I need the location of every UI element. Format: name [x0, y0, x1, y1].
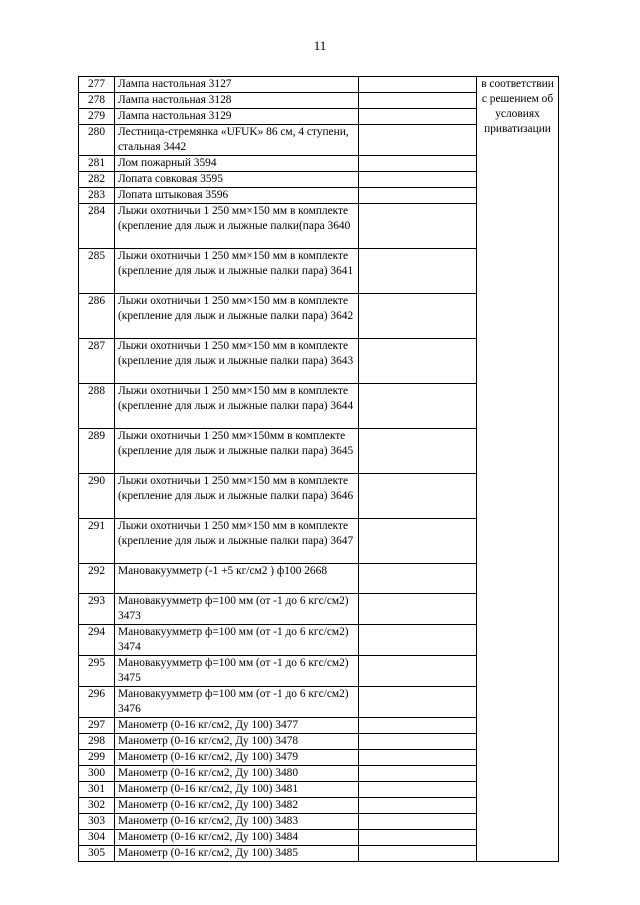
item-name: Мановакуумметр ф=100 мм (от -1 до 6 кгс/см2) 3475 — [115, 656, 359, 687]
item-name: Манометр (0-16 кг/см2, Ду 100) 3485 — [115, 846, 359, 862]
item-name: Лыжи охотничьи 1 250 мм×150 мм в комплекте (крепление для лыж и лыжные палки пара) 3642 — [115, 294, 359, 339]
row-number: 284 — [79, 204, 115, 249]
item-name: Лыжи охотничьи 1 250 мм×150 мм в комплекте (крепление для лыж и лыжные палки пара) 3646 — [115, 474, 359, 519]
empty-cell — [359, 339, 477, 384]
row-number: 295 — [79, 656, 115, 687]
item-name: Лампа настольная 3127 — [115, 77, 359, 93]
empty-cell — [359, 172, 477, 188]
empty-cell — [359, 656, 477, 687]
empty-cell — [359, 429, 477, 474]
item-name: Манометр (0-16 кг/см2, Ду 100) 3482 — [115, 798, 359, 814]
item-name: Лампа настольная 3128 — [115, 93, 359, 109]
empty-cell — [359, 798, 477, 814]
item-name: Лыжи охотничьи 1 250 мм×150 мм в комплекте (крепление для лыж и лыжные палки пара) 3644 — [115, 384, 359, 429]
empty-cell — [359, 156, 477, 172]
empty-cell — [359, 249, 477, 294]
empty-cell — [359, 204, 477, 249]
item-name: Лыжи охотничьи 1 250 мм×150мм в комплекте (крепление для лыж и лыжные палки пара) 3645 — [115, 429, 359, 474]
empty-cell — [359, 830, 477, 846]
row-number: 305 — [79, 846, 115, 862]
item-name: Лыжи охотничьи 1 250 мм×150 мм в комплекте (крепление для лыж и лыжные палки пара) 3643 — [115, 339, 359, 384]
item-name: Манометр (0-16 кг/см2, Ду 100) 3481 — [115, 782, 359, 798]
row-number: 287 — [79, 339, 115, 384]
row-number: 282 — [79, 172, 115, 188]
row-number: 296 — [79, 687, 115, 718]
row-number: 286 — [79, 294, 115, 339]
empty-cell — [359, 846, 477, 862]
empty-cell — [359, 77, 477, 93]
empty-cell — [359, 125, 477, 156]
row-number: 303 — [79, 814, 115, 830]
row-number: 294 — [79, 625, 115, 656]
row-number: 278 — [79, 93, 115, 109]
row-number: 277 — [79, 77, 115, 93]
item-name: Лопата совковая 3595 — [115, 172, 359, 188]
row-number: 279 — [79, 109, 115, 125]
item-name: Лыжи охотничьи 1 250 мм×150 мм в комплекте (крепление для лыж и лыжные палки(пара 3640 — [115, 204, 359, 249]
item-name: Манометр (0-16 кг/см2, Ду 100) 3484 — [115, 830, 359, 846]
row-number: 293 — [79, 594, 115, 625]
empty-cell — [359, 782, 477, 798]
row-number: 288 — [79, 384, 115, 429]
empty-cell — [359, 294, 477, 339]
empty-cell — [359, 687, 477, 718]
empty-cell — [359, 625, 477, 656]
privatization-decision-cell: в соответствии с решением об условиях приватизации — [477, 77, 559, 862]
row-number: 302 — [79, 798, 115, 814]
page-number: 11 — [313, 38, 327, 53]
empty-cell — [359, 109, 477, 125]
item-name: Манометр (0-16 кг/см2, Ду 100) 3479 — [115, 750, 359, 766]
item-name: Лампа настольная 3129 — [115, 109, 359, 125]
empty-cell — [359, 384, 477, 429]
row-number: 285 — [79, 249, 115, 294]
item-name: Мановакуумметр ф=100 мм (от -1 до 6 кгс/см2) 3474 — [115, 625, 359, 656]
empty-cell — [359, 93, 477, 109]
row-number: 291 — [79, 519, 115, 564]
item-name: Манометр (0-16 кг/см2, Ду 100) 3480 — [115, 766, 359, 782]
empty-cell — [359, 594, 477, 625]
row-number: 298 — [79, 734, 115, 750]
row-number: 281 — [79, 156, 115, 172]
row-number: 304 — [79, 830, 115, 846]
row-number: 283 — [79, 188, 115, 204]
empty-cell — [359, 734, 477, 750]
item-name: Лестница-стремянка «UFUK» 86 см, 4 ступени, стальная 3442 — [115, 125, 359, 156]
empty-cell — [359, 519, 477, 564]
inventory-table — [78, 76, 559, 862]
item-name: Мановакуумметр ф=100 мм (от -1 до 6 кгс/см2) 3476 — [115, 687, 359, 718]
row-number: 301 — [79, 782, 115, 798]
item-name: Лыжи охотничьи 1 250 мм×150 мм в комплекте (крепление для лыж и лыжные палки пара) 3641 — [115, 249, 359, 294]
row-number: 297 — [79, 718, 115, 734]
item-name: Лом пожарный 3594 — [115, 156, 359, 172]
empty-cell — [359, 564, 477, 594]
empty-cell — [359, 718, 477, 734]
empty-cell — [359, 750, 477, 766]
empty-cell — [359, 474, 477, 519]
row-number: 300 — [79, 766, 115, 782]
item-name: Мановакуумметр (-1 +5 кг/см2 ) ф100 2668 — [115, 564, 359, 594]
row-number: 290 — [79, 474, 115, 519]
row-number: 280 — [79, 125, 115, 156]
item-name: Лыжи охотничьи 1 250 мм×150 мм в комплекте (крепление для лыж и лыжные палки пара) 3647 — [115, 519, 359, 564]
inventory-table-body — [79, 77, 559, 862]
row-number: 289 — [79, 429, 115, 474]
item-name: Манометр (0-16 кг/см2, Ду 100) 3477 — [115, 718, 359, 734]
item-name: Мановакуумметр ф=100 мм (от -1 до 6 кгс/см2) 3473 — [115, 594, 359, 625]
empty-cell — [359, 766, 477, 782]
row-number: 299 — [79, 750, 115, 766]
table-row — [79, 77, 559, 93]
empty-cell — [359, 188, 477, 204]
item-name: Манометр (0-16 кг/см2, Ду 100) 3483 — [115, 814, 359, 830]
item-name: Лопата штыковая 3596 — [115, 188, 359, 204]
row-number: 292 — [79, 564, 115, 594]
empty-cell — [359, 814, 477, 830]
item-name: Манометр (0-16 кг/см2, Ду 100) 3478 — [115, 734, 359, 750]
